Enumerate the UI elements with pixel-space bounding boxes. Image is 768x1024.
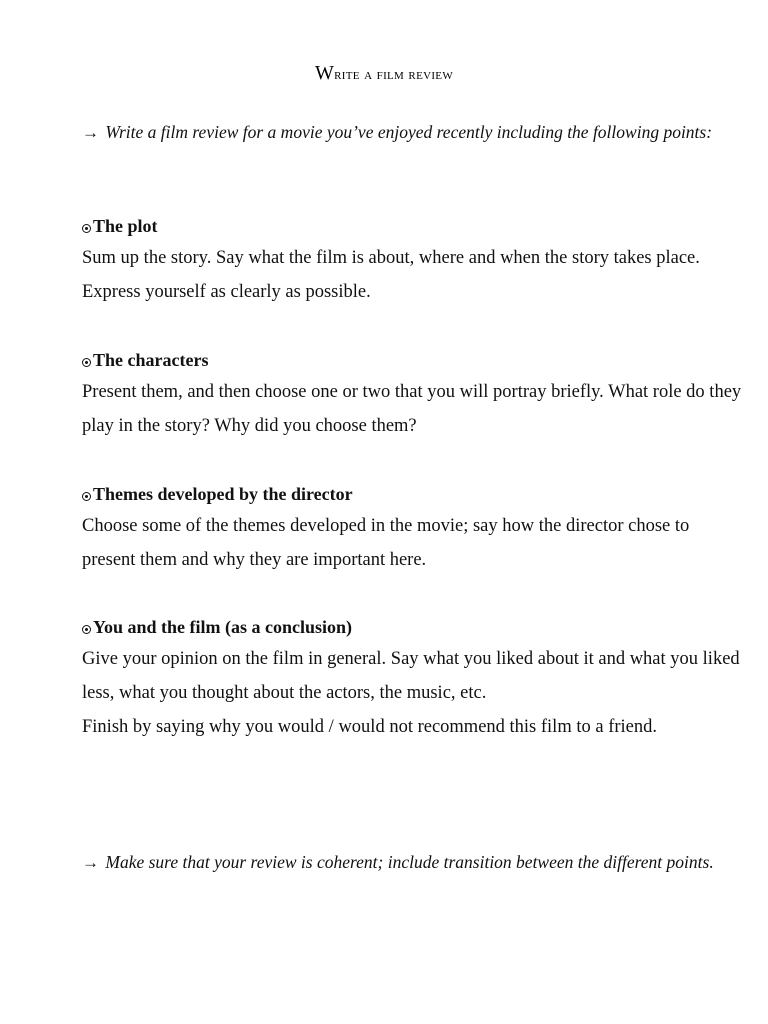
- section-heading-text: The characters: [93, 350, 209, 370]
- bullet-icon: [82, 224, 91, 233]
- bullet-icon: [82, 358, 91, 367]
- section-body: Give your opinion on the film in general. Say what you liked about it and what you liked less, what you thought about the actors, the music, etc.: [82, 649, 740, 703]
- arrow-icon: →: [82, 123, 99, 142]
- intro-text: Write a film review for a movie you’ve enjoyed recently including the following points:: [105, 122, 713, 142]
- section-characters: [82, 345, 742, 443]
- section-heading: [82, 612, 742, 642]
- title-initial: W: [314, 62, 335, 84]
- section-body: Sum up the story. Say what the film is about, where and when the story takes place. Express yourself as clearly as possible.: [82, 248, 700, 302]
- intro-instruction: [82, 115, 742, 150]
- section-heading: [82, 345, 742, 375]
- bullet-icon: [82, 625, 91, 634]
- section-heading: [82, 211, 742, 241]
- section-body: Choose some of the themes developed in the movie; say how the director chose to present them and why they are important here.: [82, 516, 690, 570]
- section-body-continued: Finish by saying why you would / would not recommend this film to a friend.: [82, 717, 657, 737]
- section-conclusion: [82, 612, 742, 744]
- section-heading: [82, 479, 742, 509]
- title-rest: rite a film review: [334, 66, 453, 83]
- bullet-icon: [82, 492, 91, 501]
- section-heading-text: The plot: [93, 216, 158, 236]
- outro-text: Make sure that your review is coherent; include transition between the different points.: [105, 852, 714, 872]
- section-heading-text: Themes developed by the director: [93, 484, 353, 504]
- section-themes: [82, 479, 742, 577]
- section-body: Present them, and then choose one or two that you will portray briefly. What role do they play in the story? Why did you choose them?: [82, 382, 742, 436]
- arrow-icon: →: [82, 853, 99, 872]
- page-title: [82, 62, 686, 85]
- section-heading-text: You and the film (as a conclusion): [93, 617, 353, 637]
- section-plot: [82, 211, 742, 309]
- outro-instruction: [82, 845, 742, 880]
